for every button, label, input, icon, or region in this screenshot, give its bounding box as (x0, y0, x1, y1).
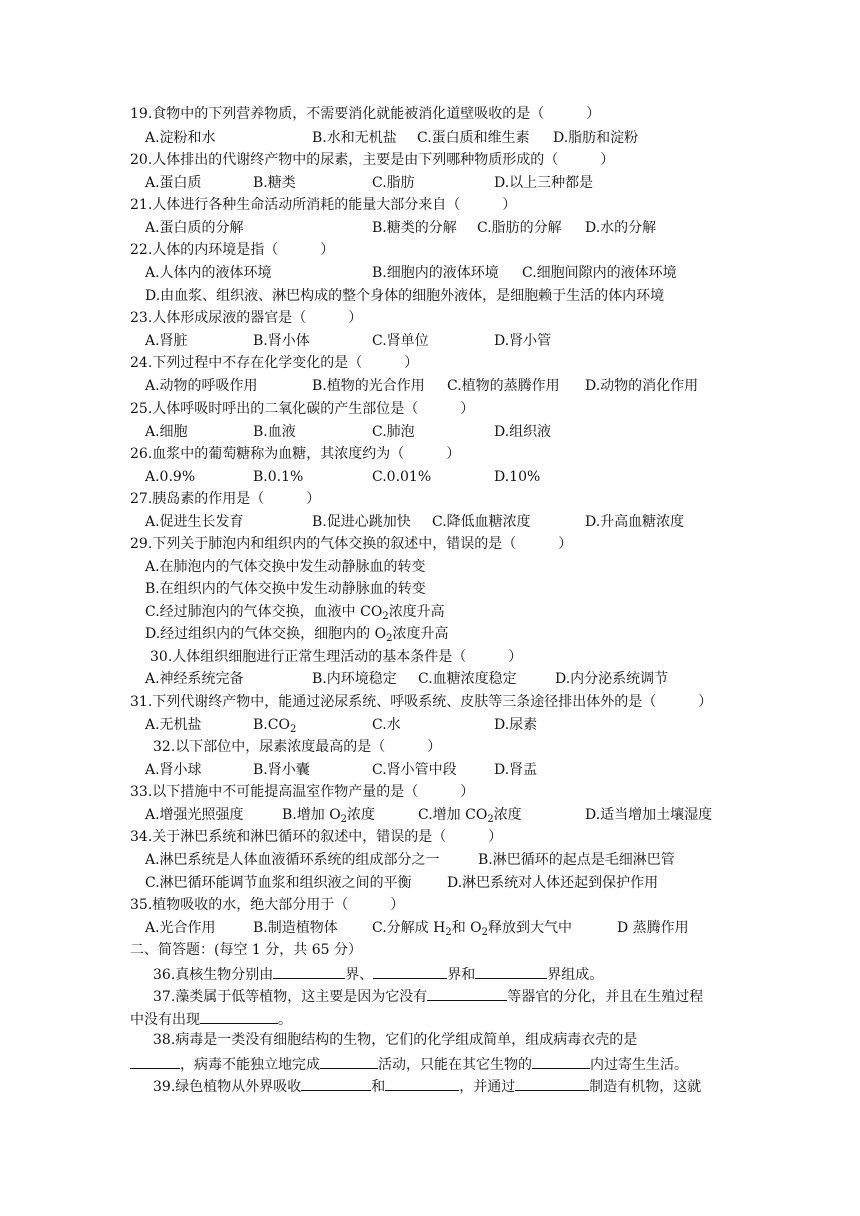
q21-option-c: C.脂肪的分解 (477, 220, 562, 236)
q33-option-b-text-end: 浓度 (347, 807, 376, 823)
q36-text-4: 界组成。 (547, 967, 604, 983)
q32-option-d: D.肾盂 (494, 762, 538, 778)
q23-option-b: B.肾小体 (253, 333, 310, 349)
q23-option-a: A.肾脏 (145, 333, 188, 349)
q26-option-a: A.0.9% (145, 469, 196, 485)
q33-option-c-subscript: 2 (487, 814, 494, 825)
question-38-line-1: 38.病毒是一类没有细胞结构的生物，它们的化学组成简单，组成病毒衣壳的是 (153, 1032, 638, 1048)
q35-option-c-text-mid: 和 O (451, 920, 482, 936)
q20-option-c: C.脂肪 (372, 175, 415, 191)
q29-option-d-text: D.经过组织内的气体交换，细胞内的 O (145, 626, 387, 642)
q37-text-1: 37.藻类属于低等植物，这主要是因为它没有 (153, 989, 428, 1005)
question-19-stem: 19.食物中的下列营养物质，不需要消化就能被消化道壁吸收的是（ ） (130, 106, 601, 122)
question-25-stem: 25.人体呼吸时呼出的二氧化碳的产生部位是（ ） (130, 401, 475, 417)
section-2-heading: 二、简答题：(每空 1 分，共 65 分） (130, 942, 362, 958)
q34-option-a: A.淋巴系统是人体血液循环系统的组成部分之一 (145, 852, 440, 868)
q31-option-b-text: B.CO (253, 717, 290, 733)
q38-blank-1[interactable] (130, 1054, 180, 1069)
q35-option-b: B.制造植物体 (253, 920, 338, 936)
q31-option-b (253, 716, 296, 736)
q25-option-a: A.细胞 (145, 424, 188, 440)
question-31-stem: 31.下列代谢终产物中，能通过泌尿系统、呼吸系统、皮肤等三条途径排出体外的是（ ） (130, 694, 713, 710)
q33-option-c-text: C.增加 CO (418, 807, 488, 823)
question-27-stem: 27.胰岛素的作用是（ ） (130, 491, 321, 507)
q39-text-4: 制造有机物，这就 (589, 1079, 702, 1095)
question-39 (153, 1076, 701, 1096)
q35-option-c-subscript-1: 2 (445, 927, 452, 938)
q20-option-a: A.蛋白质 (145, 175, 202, 191)
q35-option-a: A.光合作用 (145, 920, 216, 936)
q22-option-b: B.细胞内的液体环境 (372, 265, 499, 281)
q21-option-a: A.蛋白质的分解 (145, 220, 244, 236)
question-33-stem: 33.以下措施中不可能提高温室作物产量的是（ ） (130, 784, 475, 800)
q36-blank-2[interactable] (373, 964, 447, 979)
q19-option-b: B.水和无机盐 (312, 130, 397, 146)
question-38-line-2 (130, 1054, 688, 1074)
q38-text-2: ，病毒不能独立地完成 (180, 1057, 320, 1073)
q27-option-a: A.促进生长发育 (145, 514, 244, 530)
q29-option-c (145, 603, 445, 623)
q35-option-c-subscript-2: 2 (481, 927, 489, 938)
q39-blank-1[interactable] (301, 1076, 371, 1091)
q24-option-d: D.动物的消化作用 (585, 378, 699, 394)
q37-text-3: 中没有出现 (130, 1012, 200, 1028)
q38-blank-2[interactable] (320, 1054, 378, 1069)
q20-option-b: B.糖类 (253, 175, 296, 191)
q34-option-d: D.淋巴系统对人体还起到保护作用 (447, 875, 659, 891)
q38-text-3: 活动，只能在其它生物的 (378, 1057, 532, 1073)
question-20-stem: 20.人体排出的代谢终产物中的尿素，主要是由下列哪种物质形成的（ ） (130, 152, 615, 168)
q31-option-c: C.水 (372, 717, 401, 733)
q22-option-d: D.由血浆、组织液、淋巴构成的整个身体的细胞外液体，是细胞赖于生活的体内环境 (145, 288, 665, 304)
q19-option-a: A.淀粉和水 (145, 130, 216, 146)
q30-option-c: C.血糖浓度稳定 (418, 671, 517, 687)
q34-option-b: B.淋巴循环的起点是毛细淋巴管 (478, 852, 675, 868)
q38-text-4: 内过寄生生活。 (590, 1057, 688, 1073)
q39-blank-2[interactable] (385, 1076, 459, 1091)
q27-option-d: D.升高血糖浓度 (585, 514, 685, 530)
question-21-stem: 21.人体进行各种生命活动所消耗的能量大部分来自（ ） (130, 197, 517, 213)
q29-option-c-subscript: 2 (382, 611, 389, 622)
q33-option-c (418, 806, 522, 826)
q25-option-c: C.肺泡 (372, 424, 415, 440)
q30-option-b: B.内环境稳定 (312, 671, 397, 687)
q23-option-d: D.肾小管 (494, 333, 552, 349)
q30-option-d: D.内分泌系统调节 (555, 671, 669, 687)
question-24-stem: 24.下列过程中不存在化学变化的是（ ） (130, 355, 419, 371)
q37-text-4: 。 (278, 1012, 292, 1028)
q29-option-c-text: C.经过肺泡内的气体交换，血液中 CO (145, 604, 383, 620)
q25-option-b: B.血液 (253, 424, 296, 440)
q26-option-c: C.0.01% (372, 469, 432, 485)
q29-option-d (145, 625, 448, 645)
q33-option-b-subscript: 2 (340, 814, 348, 825)
q26-option-b: B.0.1% (253, 469, 304, 485)
q24-option-c: C.植物的蒸腾作用 (447, 378, 560, 394)
question-30-stem: 30.人体组织细胞进行正常生理活动的基本条件是（ ） (150, 649, 523, 665)
q36-blank-1[interactable] (273, 964, 345, 979)
question-37-line-2 (130, 1009, 292, 1029)
q36-text-2: 界、 (345, 967, 374, 983)
q33-option-a: A.增强光照强度 (145, 807, 244, 823)
question-32-stem: 32.以下部位中，尿素浓度最高的是（ ） (153, 739, 442, 755)
q37-text-2: 等器官的分化，并且在生殖过程 (507, 989, 704, 1005)
question-35-stem: 35.植物吸收的水，绝大部分用于（ ） (130, 897, 405, 913)
q22-option-a: A.人体内的液体环境 (145, 265, 272, 281)
q35-option-c (372, 919, 572, 939)
q26-option-d: D.10% (494, 469, 541, 485)
question-36 (153, 964, 603, 984)
q22-option-c: C.细胞间隙内的液体环境 (522, 265, 677, 281)
q23-option-c: C.肾单位 (372, 333, 429, 349)
q31-option-b-subscript: 2 (289, 724, 297, 735)
q35-option-d: D 蒸腾作用 (617, 920, 689, 936)
q27-option-c: C.降低血糖浓度 (432, 514, 531, 530)
q19-option-c: C.蛋白质和维生素 (417, 130, 530, 146)
q39-text-2: 和 (371, 1079, 386, 1095)
q19-option-d: D.脂肪和淀粉 (553, 130, 639, 146)
q29-option-d-subscript: 2 (386, 633, 393, 644)
q31-option-d: D.尿素 (494, 717, 538, 733)
q33-option-b (282, 806, 375, 826)
q24-option-a: A.动物的呼吸作用 (145, 378, 258, 394)
question-37-line-1 (153, 986, 703, 1006)
q39-text-1: 39.绿色植物从外界吸收 (153, 1079, 302, 1095)
q20-option-d: D.以上三种都是 (494, 175, 594, 191)
q36-blank-3[interactable] (475, 964, 547, 979)
question-29-stem: 29.下列关于肺泡内和组织内的气体交换的叙述中，错误的是（ ） (130, 536, 573, 552)
q37-blank-1[interactable] (427, 986, 507, 1001)
q33-option-d: D.适当增加土壤湿度 (585, 807, 713, 823)
q39-text-3: ，并通过 (459, 1079, 516, 1095)
q32-option-a: A.肾小球 (145, 762, 202, 778)
question-23-stem: 23.人体形成尿液的器官是（ ） (130, 310, 363, 326)
q29-option-b: B.在组织内的气体交换中发生动静脉血的转变 (145, 581, 426, 597)
q32-option-b: B.肾小囊 (253, 762, 310, 778)
q30-option-a: A.神经系统完备 (145, 671, 244, 687)
q21-option-b: B.糖类的分解 (372, 220, 457, 236)
q24-option-b: B.植物的光合作用 (312, 378, 425, 394)
q21-option-d: D.水的分解 (585, 220, 657, 236)
question-34-stem: 34.关于淋巴系统和淋巴循环的叙述中，错误的是（ ） (130, 829, 503, 845)
q29-option-c-text-end: 浓度升高 (388, 604, 445, 620)
q31-option-a: A.无机盐 (145, 717, 202, 733)
question-22-stem: 22.人体的内环境是指（ ） (130, 242, 335, 258)
q36-text-1: 36.真核生物分别由 (153, 967, 274, 983)
q29-option-a: A.在肺泡内的气体交换中发生动静脉血的转变 (145, 559, 426, 575)
q34-option-c: C.淋巴循环能调节血浆和组织液之间的平衡 (145, 875, 412, 891)
q35-option-c-text-end: 释放到大气中 (488, 920, 573, 936)
q33-option-b-text: B.增加 O (282, 807, 341, 823)
q38-blank-3[interactable] (532, 1054, 590, 1069)
q39-blank-3[interactable] (515, 1076, 589, 1091)
q29-option-d-text-end: 浓度升高 (392, 626, 449, 642)
q33-option-c-text-end: 浓度 (493, 807, 522, 823)
q37-blank-2[interactable] (200, 1009, 278, 1024)
q27-option-b: B.促进心跳加快 (312, 514, 411, 530)
q32-option-c: C.肾小管中段 (372, 762, 457, 778)
question-26-stem: 26.血浆中的葡萄糖称为血糖，其浓度约为（ ） (130, 446, 461, 462)
q25-option-d: D.组织液 (494, 424, 552, 440)
q35-option-c-text: C.分解成 H (372, 920, 446, 936)
q36-text-3: 界和 (447, 967, 476, 983)
